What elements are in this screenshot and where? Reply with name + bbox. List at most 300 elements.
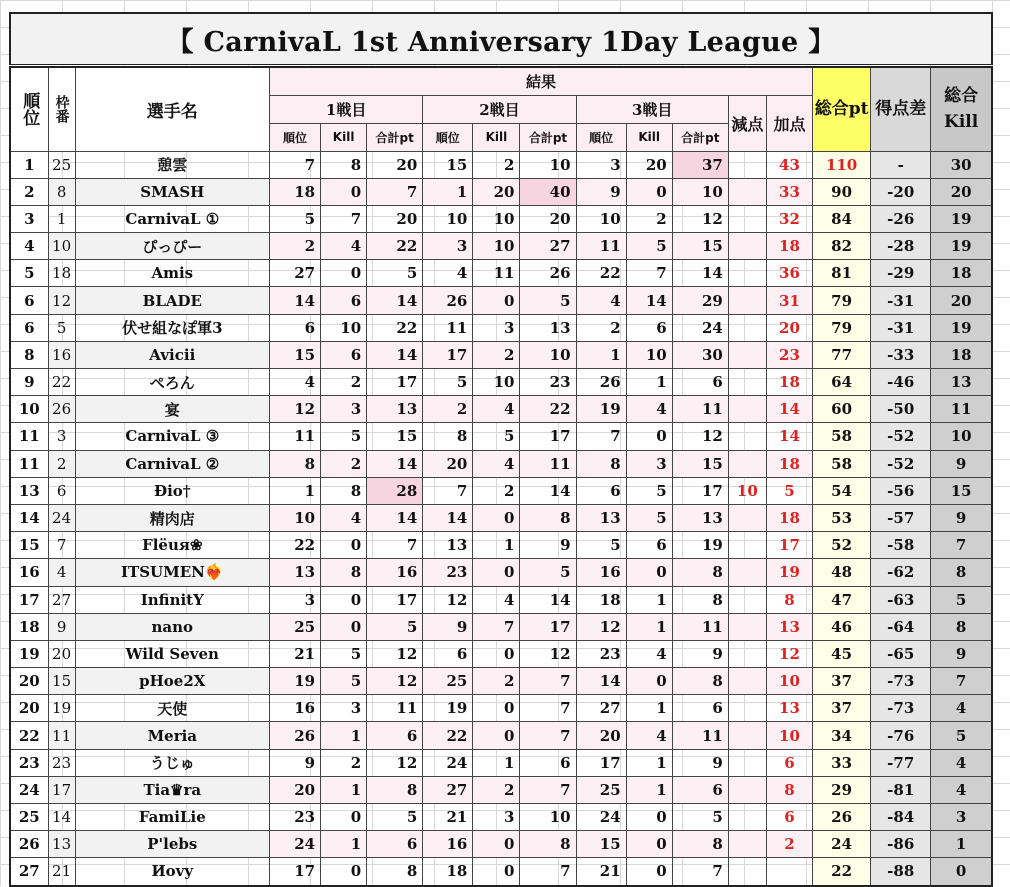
bonus-cell: 14: [766, 396, 812, 423]
match2-rank-cell: 12: [423, 586, 473, 613]
match1-kill-cell: 6: [321, 287, 367, 314]
match2-total-cell: 13: [520, 314, 576, 341]
point-diff-cell: -84: [871, 804, 931, 831]
match1-rank-cell: 10: [269, 504, 320, 531]
point-diff-cell: -46: [871, 369, 931, 396]
total-pt-cell: 45: [813, 640, 871, 667]
match2-total-cell: 10: [520, 804, 576, 831]
match1-rank-cell: 26: [269, 722, 320, 749]
match3-total-cell: 15: [672, 233, 728, 260]
bonus-cell: 36: [766, 260, 812, 287]
total-pt-cell: 54: [813, 477, 871, 504]
match2-kill-cell: 0: [473, 831, 520, 858]
waku-cell: 4: [48, 559, 75, 586]
table-row: [10, 205, 992, 232]
match1-rank-cell: 22: [269, 532, 320, 559]
penalty-cell: [728, 341, 766, 368]
waku-cell: 3: [48, 423, 75, 450]
point-diff-cell: -31: [871, 287, 931, 314]
match2-rank-cell: 14: [423, 504, 473, 531]
match3-total-cell: 12: [672, 205, 728, 232]
point-diff-cell: -65: [871, 640, 931, 667]
bonus-cell: 5: [766, 477, 812, 504]
bonus-cell: 32: [766, 205, 812, 232]
point-diff-cell: -62: [871, 559, 931, 586]
total-pt-cell: 52: [813, 532, 871, 559]
match2-kill-cell: 2: [473, 341, 520, 368]
subheader-match2-rank: 順位: [423, 123, 473, 151]
match2-total-cell: 27: [520, 233, 576, 260]
penalty-cell: [728, 396, 766, 423]
total-pt-cell: 77: [813, 341, 871, 368]
header-results: 結果: [269, 67, 812, 95]
match1-kill-cell: 6: [321, 341, 367, 368]
league-standings-table: [9, 66, 993, 887]
rank-cell: 20: [10, 668, 48, 695]
total-kill-cell: 4: [931, 695, 992, 722]
match1-total-cell: 12: [367, 749, 423, 776]
match1-rank-cell: 13: [269, 559, 320, 586]
subheader-match1-rank: 順位: [269, 123, 320, 151]
total-pt-cell: 90: [813, 178, 871, 205]
bonus-cell: 14: [766, 423, 812, 450]
penalty-cell: [728, 287, 766, 314]
match2-rank-cell: 11: [423, 314, 473, 341]
match1-rank-cell: 27: [269, 260, 320, 287]
match1-kill-cell: 0: [321, 178, 367, 205]
match1-total-cell: 15: [367, 423, 423, 450]
rank-cell: 27: [10, 858, 48, 886]
match2-rank-cell: 20: [423, 450, 473, 477]
match1-total-cell: 20: [367, 205, 423, 232]
penalty-cell: [728, 776, 766, 803]
match2-rank-cell: 8: [423, 423, 473, 450]
player-name-cell: CarnivaL ③: [75, 423, 269, 450]
match2-total-cell: 9: [520, 532, 576, 559]
match3-total-cell: 6: [672, 776, 728, 803]
match3-rank-cell: 3: [576, 151, 626, 178]
point-diff-cell: -20: [871, 178, 931, 205]
bonus-cell: 18: [766, 233, 812, 260]
waku-cell: 23: [48, 749, 75, 776]
rank-cell: 18: [10, 613, 48, 640]
match3-total-cell: 6: [672, 369, 728, 396]
match2-rank-cell: 4: [423, 260, 473, 287]
rank-cell: 11: [10, 450, 48, 477]
match1-kill-cell: 2: [321, 749, 367, 776]
player-name-cell: ぴっぴー: [75, 233, 269, 260]
match3-total-cell: 14: [672, 260, 728, 287]
match2-kill-cell: 11: [473, 260, 520, 287]
table-row: [10, 559, 992, 586]
point-diff-cell: -76: [871, 722, 931, 749]
match1-rank-cell: 9: [269, 749, 320, 776]
player-name-cell: Meria: [75, 722, 269, 749]
penalty-cell: [728, 749, 766, 776]
table-row: [10, 260, 992, 287]
match2-kill-cell: 10: [473, 205, 520, 232]
match2-rank-cell: 26: [423, 287, 473, 314]
match3-total-cell: 11: [672, 613, 728, 640]
match1-rank-cell: 20: [269, 776, 320, 803]
match3-total-cell: 9: [672, 749, 728, 776]
penalty-cell: [728, 722, 766, 749]
match2-total-cell: 14: [520, 477, 576, 504]
point-diff-cell: -57: [871, 504, 931, 531]
penalty-cell: [728, 450, 766, 477]
match1-total-cell: 8: [367, 858, 423, 886]
table-row: [10, 858, 992, 886]
rank-cell: 19: [10, 640, 48, 667]
match2-kill-cell: 5: [473, 423, 520, 450]
point-diff-cell: -77: [871, 749, 931, 776]
match3-kill-cell: 6: [626, 314, 672, 341]
penalty-cell: [728, 233, 766, 260]
total-kill-cell: 19: [931, 233, 992, 260]
header-bonus: 加点: [766, 95, 812, 151]
match1-total-cell: 6: [367, 831, 423, 858]
table-row: [10, 233, 992, 260]
bonus-cell: 33: [766, 178, 812, 205]
league-title: 【 CarnivaL 1st Anniversary 1Day League 】: [9, 12, 993, 65]
match3-rank-cell: 25: [576, 776, 626, 803]
match2-kill-cell: 10: [473, 369, 520, 396]
match1-total-cell: 7: [367, 532, 423, 559]
player-name-cell: pHoe2X: [75, 668, 269, 695]
match2-kill-cell: 0: [473, 722, 520, 749]
total-kill-cell: 1: [931, 831, 992, 858]
match1-kill-cell: 5: [321, 640, 367, 667]
total-pt-cell: 48: [813, 559, 871, 586]
penalty-cell: [728, 423, 766, 450]
match1-rank-cell: 1: [269, 477, 320, 504]
penalty-cell: [728, 532, 766, 559]
waku-cell: 5: [48, 314, 75, 341]
table-row: [10, 722, 992, 749]
rank-cell: 1: [10, 151, 48, 178]
header-total-pt: 総合pt: [813, 67, 871, 151]
match1-rank-cell: 6: [269, 314, 320, 341]
subheader-match3-total: 合計pt: [672, 123, 728, 151]
match1-rank-cell: 7: [269, 151, 320, 178]
total-kill-cell: 4: [931, 776, 992, 803]
total-kill-cell: 9: [931, 640, 992, 667]
match3-kill-cell: 1: [626, 613, 672, 640]
bonus-cell: 13: [766, 613, 812, 640]
match3-rank-cell: 15: [576, 831, 626, 858]
match3-kill-cell: 5: [626, 477, 672, 504]
match1-rank-cell: 24: [269, 831, 320, 858]
match1-kill-cell: 1: [321, 776, 367, 803]
match2-rank-cell: 2: [423, 396, 473, 423]
match2-kill-cell: 2: [473, 668, 520, 695]
match3-rank-cell: 12: [576, 613, 626, 640]
match2-total-cell: 8: [520, 831, 576, 858]
table-row: [10, 287, 992, 314]
match2-kill-cell: 3: [473, 804, 520, 831]
match1-kill-cell: 4: [321, 233, 367, 260]
match3-rank-cell: 5: [576, 532, 626, 559]
match1-kill-cell: 1: [321, 831, 367, 858]
bonus-cell: 17: [766, 532, 812, 559]
match2-kill-cell: 7: [473, 613, 520, 640]
rank-cell: 15: [10, 532, 48, 559]
penalty-cell: [728, 640, 766, 667]
bonus-cell: 31: [766, 287, 812, 314]
match2-rank-cell: 3: [423, 233, 473, 260]
player-name-cell: Иovy: [75, 858, 269, 886]
waku-cell: 19: [48, 695, 75, 722]
total-kill-cell: 10: [931, 423, 992, 450]
match3-total-cell: 11: [672, 396, 728, 423]
match1-rank-cell: 11: [269, 423, 320, 450]
match2-kill-cell: 0: [473, 287, 520, 314]
rank-cell: 23: [10, 749, 48, 776]
match2-total-cell: 8: [520, 504, 576, 531]
match3-rank-cell: 20: [576, 722, 626, 749]
total-kill-cell: 7: [931, 532, 992, 559]
match3-rank-cell: 26: [576, 369, 626, 396]
match3-kill-cell: 4: [626, 396, 672, 423]
match2-kill-cell: 4: [473, 450, 520, 477]
point-diff-cell: -86: [871, 831, 931, 858]
rank-cell: 2: [10, 178, 48, 205]
match1-rank-cell: 19: [269, 668, 320, 695]
total-kill-cell: 8: [931, 613, 992, 640]
bonus-cell: 12: [766, 640, 812, 667]
match3-total-cell: 19: [672, 532, 728, 559]
match2-kill-cell: 0: [473, 559, 520, 586]
bonus-cell: 10: [766, 668, 812, 695]
match1-kill-cell: 5: [321, 668, 367, 695]
header-player-name: 選手名: [75, 67, 269, 151]
match2-total-cell: 7: [520, 722, 576, 749]
player-name-cell: P'lebs: [75, 831, 269, 858]
match3-rank-cell: 19: [576, 396, 626, 423]
match2-kill-cell: 0: [473, 640, 520, 667]
match3-total-cell: 17: [672, 477, 728, 504]
match2-rank-cell: 13: [423, 532, 473, 559]
match1-kill-cell: 0: [321, 613, 367, 640]
rank-cell: 16: [10, 559, 48, 586]
match2-total-cell: 14: [520, 586, 576, 613]
table-row: [10, 831, 992, 858]
waku-cell: 22: [48, 369, 75, 396]
player-name-cell: Amis: [75, 260, 269, 287]
point-diff-cell: -73: [871, 668, 931, 695]
player-name-cell: Flëuя❀: [75, 532, 269, 559]
waku-cell: 15: [48, 668, 75, 695]
match2-rank-cell: 6: [423, 640, 473, 667]
match2-rank-cell: 24: [423, 749, 473, 776]
match2-total-cell: 12: [520, 640, 576, 667]
match2-rank-cell: 21: [423, 804, 473, 831]
total-kill-cell: 11: [931, 396, 992, 423]
match1-kill-cell: 1: [321, 722, 367, 749]
player-name-cell: CarnivaL ②: [75, 450, 269, 477]
match2-rank-cell: 19: [423, 695, 473, 722]
bonus-cell: [766, 858, 812, 886]
match1-rank-cell: 18: [269, 178, 320, 205]
rank-cell: 10: [10, 396, 48, 423]
match3-rank-cell: 23: [576, 640, 626, 667]
match3-total-cell: 30: [672, 341, 728, 368]
waku-cell: 20: [48, 640, 75, 667]
match2-total-cell: 11: [520, 450, 576, 477]
match1-total-cell: 14: [367, 341, 423, 368]
table-row: [10, 477, 992, 504]
point-diff-cell: -64: [871, 613, 931, 640]
penalty-cell: [728, 205, 766, 232]
match1-rank-cell: 17: [269, 858, 320, 886]
total-kill-cell: 5: [931, 722, 992, 749]
match3-kill-cell: 1: [626, 586, 672, 613]
match2-total-cell: 17: [520, 613, 576, 640]
total-pt-cell: 81: [813, 260, 871, 287]
match2-total-cell: 10: [520, 341, 576, 368]
penalty-cell: [728, 504, 766, 531]
match2-rank-cell: 22: [423, 722, 473, 749]
match2-kill-cell: 4: [473, 586, 520, 613]
waku-cell: 7: [48, 532, 75, 559]
waku-cell: 24: [48, 504, 75, 531]
match1-kill-cell: 10: [321, 314, 367, 341]
match3-kill-cell: 0: [626, 831, 672, 858]
match2-rank-cell: 10: [423, 205, 473, 232]
header-rank: 順位: [10, 67, 48, 151]
match1-total-cell: 8: [367, 776, 423, 803]
waku-cell: 11: [48, 722, 75, 749]
match3-kill-cell: 14: [626, 287, 672, 314]
match3-kill-cell: 3: [626, 450, 672, 477]
match3-rank-cell: 8: [576, 450, 626, 477]
match2-rank-cell: 16: [423, 831, 473, 858]
match2-kill-cell: 2: [473, 477, 520, 504]
total-kill-cell: 9: [931, 450, 992, 477]
match1-kill-cell: 8: [321, 477, 367, 504]
penalty-cell: [728, 858, 766, 886]
rank-cell: 6: [10, 287, 48, 314]
total-pt-cell: 26: [813, 804, 871, 831]
match3-rank-cell: 13: [576, 504, 626, 531]
subheader-match1-total: 合計pt: [367, 123, 423, 151]
player-name-cell: nano: [75, 613, 269, 640]
point-diff-cell: -28: [871, 233, 931, 260]
match1-kill-cell: 0: [321, 858, 367, 886]
match3-total-cell: 8: [672, 668, 728, 695]
waku-cell: 2: [48, 450, 75, 477]
match1-total-cell: 17: [367, 369, 423, 396]
total-pt-cell: 37: [813, 668, 871, 695]
table-row: [10, 396, 992, 423]
table-row: [10, 504, 992, 531]
match3-kill-cell: 0: [626, 668, 672, 695]
total-kill-cell: 8: [931, 559, 992, 586]
match3-rank-cell: 11: [576, 233, 626, 260]
waku-cell: 21: [48, 858, 75, 886]
match3-total-cell: 9: [672, 640, 728, 667]
rank-cell: 26: [10, 831, 48, 858]
subheader-match3-rank: 順位: [576, 123, 626, 151]
total-pt-cell: 60: [813, 396, 871, 423]
match2-total-cell: 7: [520, 695, 576, 722]
waku-cell: 27: [48, 586, 75, 613]
total-kill-cell: 0: [931, 858, 992, 886]
match2-rank-cell: 5: [423, 369, 473, 396]
match1-kill-cell: 0: [321, 586, 367, 613]
match1-total-cell: 17: [367, 586, 423, 613]
match1-total-cell: 22: [367, 314, 423, 341]
total-kill-cell: 20: [931, 178, 992, 205]
point-diff-cell: -29: [871, 260, 931, 287]
match2-kill-cell: 1: [473, 749, 520, 776]
waku-cell: 26: [48, 396, 75, 423]
bonus-cell: 18: [766, 369, 812, 396]
header-waku: 枠番: [48, 67, 75, 151]
match2-kill-cell: 10: [473, 233, 520, 260]
player-name-cell: 精肉店: [75, 504, 269, 531]
waku-cell: 8: [48, 178, 75, 205]
penalty-cell: [728, 804, 766, 831]
match1-kill-cell: 4: [321, 504, 367, 531]
match3-total-cell: 37: [672, 151, 728, 178]
table-row: [10, 613, 992, 640]
match2-rank-cell: 17: [423, 341, 473, 368]
match1-kill-cell: 0: [321, 260, 367, 287]
rank-cell: 8: [10, 341, 48, 368]
match1-kill-cell: 7: [321, 205, 367, 232]
total-pt-cell: 82: [813, 233, 871, 260]
match3-kill-cell: 0: [626, 858, 672, 886]
total-pt-cell: 34: [813, 722, 871, 749]
match1-total-cell: 13: [367, 396, 423, 423]
total-kill-cell: 3: [931, 804, 992, 831]
waku-cell: 25: [48, 151, 75, 178]
table-row: [10, 178, 992, 205]
player-name-cell: ぺろん: [75, 369, 269, 396]
player-name-cell: Ðio†: [75, 477, 269, 504]
match2-total-cell: 26: [520, 260, 576, 287]
match2-rank-cell: 18: [423, 858, 473, 886]
match2-rank-cell: 1: [423, 178, 473, 205]
rank-cell: 14: [10, 504, 48, 531]
total-kill-cell: 19: [931, 314, 992, 341]
total-pt-cell: 79: [813, 287, 871, 314]
total-pt-cell: 47: [813, 586, 871, 613]
rank-cell: 3: [10, 205, 48, 232]
match3-rank-cell: 27: [576, 695, 626, 722]
match2-kill-cell: 3: [473, 314, 520, 341]
match1-total-cell: 14: [367, 504, 423, 531]
total-kill-cell: 18: [931, 260, 992, 287]
match1-total-cell: 20: [367, 151, 423, 178]
match2-rank-cell: 7: [423, 477, 473, 504]
match2-total-cell: 22: [520, 396, 576, 423]
match1-kill-cell: 8: [321, 559, 367, 586]
penalty-cell: [728, 369, 766, 396]
waku-cell: 17: [48, 776, 75, 803]
total-kill-cell: 20: [931, 287, 992, 314]
penalty-cell: [728, 260, 766, 287]
total-kill-cell: 13: [931, 369, 992, 396]
match3-rank-cell: 18: [576, 586, 626, 613]
header-match-1: 1戦目: [269, 95, 422, 123]
match1-total-cell: 6: [367, 722, 423, 749]
total-kill-cell: 7: [931, 668, 992, 695]
match1-total-cell: 11: [367, 695, 423, 722]
penalty-cell: [728, 178, 766, 205]
point-diff-cell: -52: [871, 450, 931, 477]
